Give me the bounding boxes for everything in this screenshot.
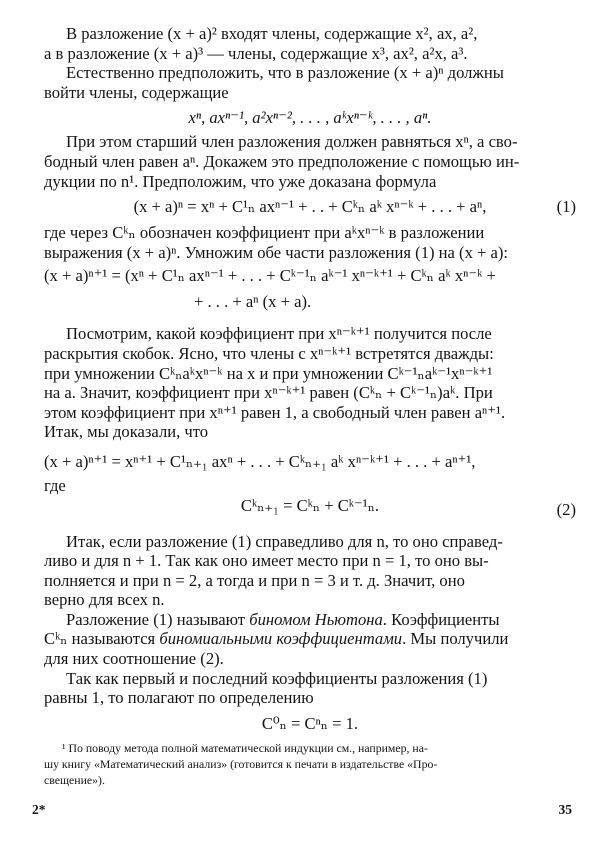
equation-mult-line-2: + . . . + aⁿ (x + a). — [194, 292, 312, 312]
paragraph-7-line-3: для них соотношение (2). — [44, 649, 224, 669]
paragraph-5-line-2: раскрытия скобок. Ясно, что члены с xⁿ⁻ᵏ⁺¹ встретятся дважды: — [44, 343, 494, 363]
footnote-line-2: шу книгу «Математический анализ» (готовится к печати в издательстве «Про- — [44, 757, 438, 771]
where-label: где — [44, 475, 66, 495]
equation-definition: C⁰ₙ = Cⁿₙ = 1. — [261, 713, 359, 733]
equation-terms: xⁿ, axⁿ⁻¹, a²xⁿ⁻², . . . , aᵏxⁿ⁻ᵏ, . . . , aⁿ. — [188, 108, 432, 128]
page-body — [44, 24, 576, 738]
paragraph-2-line-1: Естественно предположить, что в разложение (x + a)ⁿ должны — [66, 63, 504, 83]
equation-2-body: Cᵏₙ₊₁ = Cᵏₙ + Cᵏ⁻¹ₙ. — [240, 495, 380, 515]
paragraph-5-line-3: при умножении Cᵏₙaᵏxⁿ⁻ᵏ на x и при умножении Cᵏ⁻¹ₙaᵏ⁻¹xⁿ⁻ᵏ⁺¹ — [44, 363, 493, 383]
equation-result: (x + a)ⁿ⁺¹ = xⁿ⁺¹ + C¹ₙ₊₁ axⁿ + . . . + Cᵏₙ₊₁ aᵏ xⁿ⁻ᵏ⁺¹ + . . . + aⁿ⁺¹, — [44, 451, 476, 471]
paragraph-1-line-1: В разложение (x + a)² входят члены, содержащие x², ax, a², — [66, 24, 478, 43]
paragraph-5-line-4: на a. Значит, коэффициент при xⁿ⁻ᵏ⁺¹ равен (Cᵏₙ + Cᵏ⁻¹ₙ)aᵏ. При — [44, 383, 493, 403]
paragraph-6-line-4: верно для всех n. — [44, 590, 165, 610]
signature-mark: 2* — [32, 802, 46, 817]
paragraph-8-line-1: Так как первый и последний коэффициенты разложения (1) — [66, 668, 488, 688]
footnote — [44, 740, 576, 788]
equation-mult-line-1: (x + a)ⁿ⁺¹ = (xⁿ + C¹ₙ axⁿ⁻¹ + . . . + Cᵏ⁻¹ₙ aᵏ⁻¹ xⁿ⁻ᵏ⁺¹ + Cᵏₙ aᵏ xⁿ⁻ᵏ + — [44, 266, 496, 286]
paragraph-6-line-1: Итак, если разложение (1) справедливо для n, то оно справед- — [66, 531, 503, 551]
paragraph-8-line-2: равны 1, то полагают по определению — [44, 688, 314, 708]
paragraph-4-line-1: где через Cᵏₙ обозначен коэффициент при aᵏxⁿ⁻ᵏ в разложении — [44, 223, 485, 243]
paragraph-5-line-1: Посмотрим, какой коэффициент при xⁿ⁻ᵏ⁺¹ получится после — [66, 324, 492, 344]
paragraph-1-line-2: а в разложение (x + a)³ — члены, содержащие x³, ax², a²x, a³. — [44, 43, 468, 63]
equation-1 — [44, 191, 576, 223]
equation-2 — [44, 496, 576, 526]
paragraph-5-line-5: этом коэффициент при xⁿ⁺¹ равен 1, а свободный член равен aⁿ⁺¹. — [44, 402, 506, 422]
equation-1-body: (x + a)ⁿ = xⁿ + C¹ₙ axⁿ⁻¹ + . . + Cᵏₙ aᵏ xⁿ⁻ᵏ + . . . + aⁿ, — [133, 197, 487, 217]
paragraph-3-line-1: При этом старший член разложения должен равняться xⁿ, а сво- — [66, 132, 518, 152]
paragraph-7-line-1: Разложение (1) называют биномом Ньютона. Коэффициенты — [66, 609, 500, 629]
paragraph-4-line-2: выражения (x + a)ⁿ. Умножим обе части разложения (1) на (x + a): — [44, 242, 509, 262]
paragraph-6-line-3: полняется и при n = 2, а тогда и при n = 3 и т. д. Значит, оно — [44, 570, 465, 590]
footnote-line-3: свещение»). — [44, 773, 105, 787]
paragraph-3-line-2: бодный член равен aⁿ. Докажем это предположение с помощью ин- — [44, 151, 520, 171]
paragraph-2-line-2: войти члены, содержащие — [44, 82, 229, 102]
paragraph-5-line-6: Итак, мы доказали, что — [44, 422, 209, 442]
equation-2-number: (2) — [556, 499, 576, 519]
term-newton-binomial: биномом Ньютона — [249, 609, 383, 629]
equation-1-number: (1) — [556, 197, 576, 217]
footnote-line-1: ¹ По поводу метода полной математической индукции см., например, на- — [62, 741, 428, 755]
page-number: 35 — [558, 802, 572, 817]
paragraph-7-line-2: Cᵏₙ называются биномиальными коэффициентами. Мы получили — [44, 629, 509, 649]
paragraph-3-line-3: дукции по n¹. Предположим, что уже доказана формула — [44, 171, 437, 191]
term-binomial-coefficients: биномиальными коэффициентами — [159, 629, 403, 649]
paragraph-6-line-2: ливо и для n + 1. Так как оно имеет место при n = 1, то оно вы- — [44, 551, 489, 571]
